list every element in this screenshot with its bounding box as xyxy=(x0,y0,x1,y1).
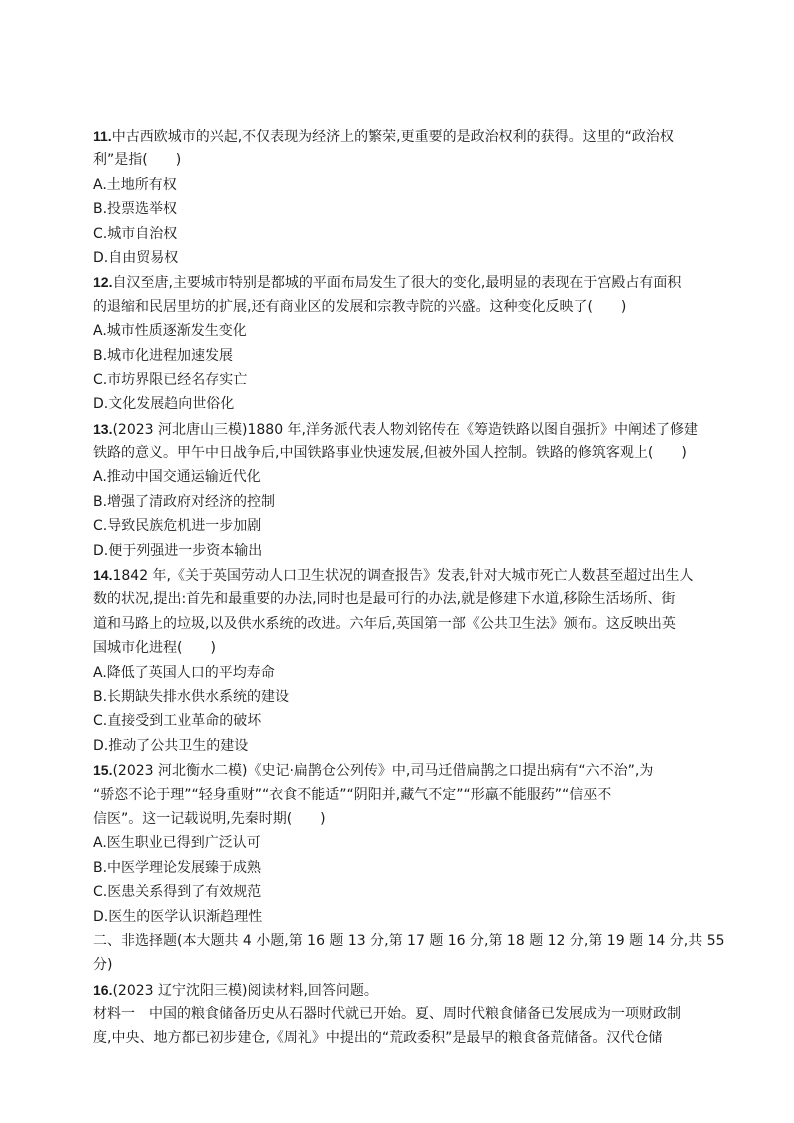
question-stem-line: 12.自汉至唐,主要城市特别是都城的平面布局发生了很大的变化,最明显的表现在于宫殿占有面积 xyxy=(93,274,682,292)
question-stem-line: 铁路的意义。甲午中日战争后,中国铁路事业快速发展,但被外国人控制。铁路的修筑客观上( ) xyxy=(93,445,687,462)
option-c: C.医患关系得到了有效规范 xyxy=(93,884,262,901)
question-16 xyxy=(93,978,703,1051)
question-15 xyxy=(93,758,703,929)
option-c: C.导致民族危机进一步加剧 xyxy=(93,518,262,535)
question-number: 12. xyxy=(93,274,113,291)
option-b: B.城市化进程加速发展 xyxy=(93,347,234,364)
option-a: A.医生职业已得到广泛认可 xyxy=(93,835,261,852)
option-c: C.直接受到工业革命的破坏 xyxy=(93,713,262,730)
question-13 xyxy=(93,417,703,563)
option-a: A.土地所有权 xyxy=(93,176,177,193)
question-11 xyxy=(93,124,703,270)
question-stem-line: 道和马路上的垃圾,以及供水系统的改进。六年后,英国第一部《公共卫生法》颁布。这反映出英 xyxy=(93,615,676,632)
question-number: 15. xyxy=(93,762,113,779)
option-d: D.便于列强进一步资本输出 xyxy=(93,542,263,559)
section-heading-line: 二、非选择题(本大题共 4 小题,第 16 题 13 分,第 17 题 16 分,第 18 题 12 分,第 19 题 14 分,共 55 xyxy=(93,932,725,949)
option-b: B.增强了清政府对经济的控制 xyxy=(93,493,276,510)
exam-content xyxy=(93,124,725,1051)
section-heading-line: 分) xyxy=(93,957,113,974)
question-stem-line: 16.(2023 辽宁沈阳三模)阅读材料,回答问题。 xyxy=(93,981,378,999)
question-stem-line: 数的状况,提出:首先和最重要的办法,同时也是最可行的办法,就是修建下水道,移除生活场所、街 xyxy=(93,591,676,608)
question-stem-line: 15.(2023 河北衡水二模)《史记·扁鹊仓公列传》中,司马迁借扁鹊之口提出病有“六不治”,为 xyxy=(93,762,654,780)
option-b: B.中医学理论发展臻于成熟 xyxy=(93,859,262,876)
question-stem-line: 11.中古西欧城市的兴起,不仅表现为经济上的繁荣,更重要的是政治权利的获得。这里的“政治权 xyxy=(93,128,674,145)
question-14 xyxy=(93,563,703,758)
question-number: 13. xyxy=(93,420,113,437)
option-c: C.城市自治权 xyxy=(93,225,178,242)
question-stem-line: “骄恣不论于理”“轻身重财”“衣食不能适”“阴阳并,藏气不定”“形羸不能服药”“信巫不 xyxy=(93,786,612,803)
option-a: A.城市性质逐渐发生变化 xyxy=(93,323,247,340)
option-d: D.医生的医学认识渐趋理性 xyxy=(93,908,263,925)
option-d: D.自由贸易权 xyxy=(93,249,179,266)
section-heading xyxy=(93,929,725,978)
question-12 xyxy=(93,270,703,416)
option-a: A.降低了英国人口的平均寿命 xyxy=(93,664,275,681)
question-stem-line: 13.(2023 河北唐山三模)1880 年,洋务派代表人物刘铭传在《筹造铁路以图自强折》中阐述了修建 xyxy=(93,420,698,438)
question-number: 16. xyxy=(93,981,113,998)
option-d: D.推动了公共卫生的建设 xyxy=(93,737,249,754)
question-stem-line: 的退缩和民居里坊的扩展,还有商业区的发展和宗教寺院的兴盛。这种变化反映了( ) xyxy=(93,298,627,315)
option-b: B.投票选举权 xyxy=(93,201,178,218)
question-stem-line: 14.1842 年,《关于英国劳动人口卫生状况的调查报告》发表,针对大城市死亡人数甚至超过出生人 xyxy=(93,567,694,585)
option-b: B.长期缺失排水供水系统的建设 xyxy=(93,688,290,705)
material-line: 材料一 中国的粮食储备历史从石器时代就已开始。夏、周时代粮食储备已发展成为一项财政制 xyxy=(93,1006,681,1023)
question-number: 14. xyxy=(93,567,113,584)
option-d: D.文化发展趋向世俗化 xyxy=(93,396,235,413)
question-stem-line: 利”是指( ) xyxy=(93,152,182,169)
question-number: 11. xyxy=(93,128,112,144)
question-stem-line: 国城市化进程( ) xyxy=(93,640,216,657)
option-c: C.市坊界限已经名存实亡 xyxy=(93,371,248,388)
material-line: 度,中央、地方都已初步建仓,《周礼》中提出的“荒政委积”是最早的粮食备荒储备。汉代仓储 xyxy=(93,1030,663,1047)
question-stem-line: 信医”。这一记载说明,先秦时期( ) xyxy=(93,810,326,827)
option-a: A.推动中国交通运输近代化 xyxy=(93,469,261,486)
